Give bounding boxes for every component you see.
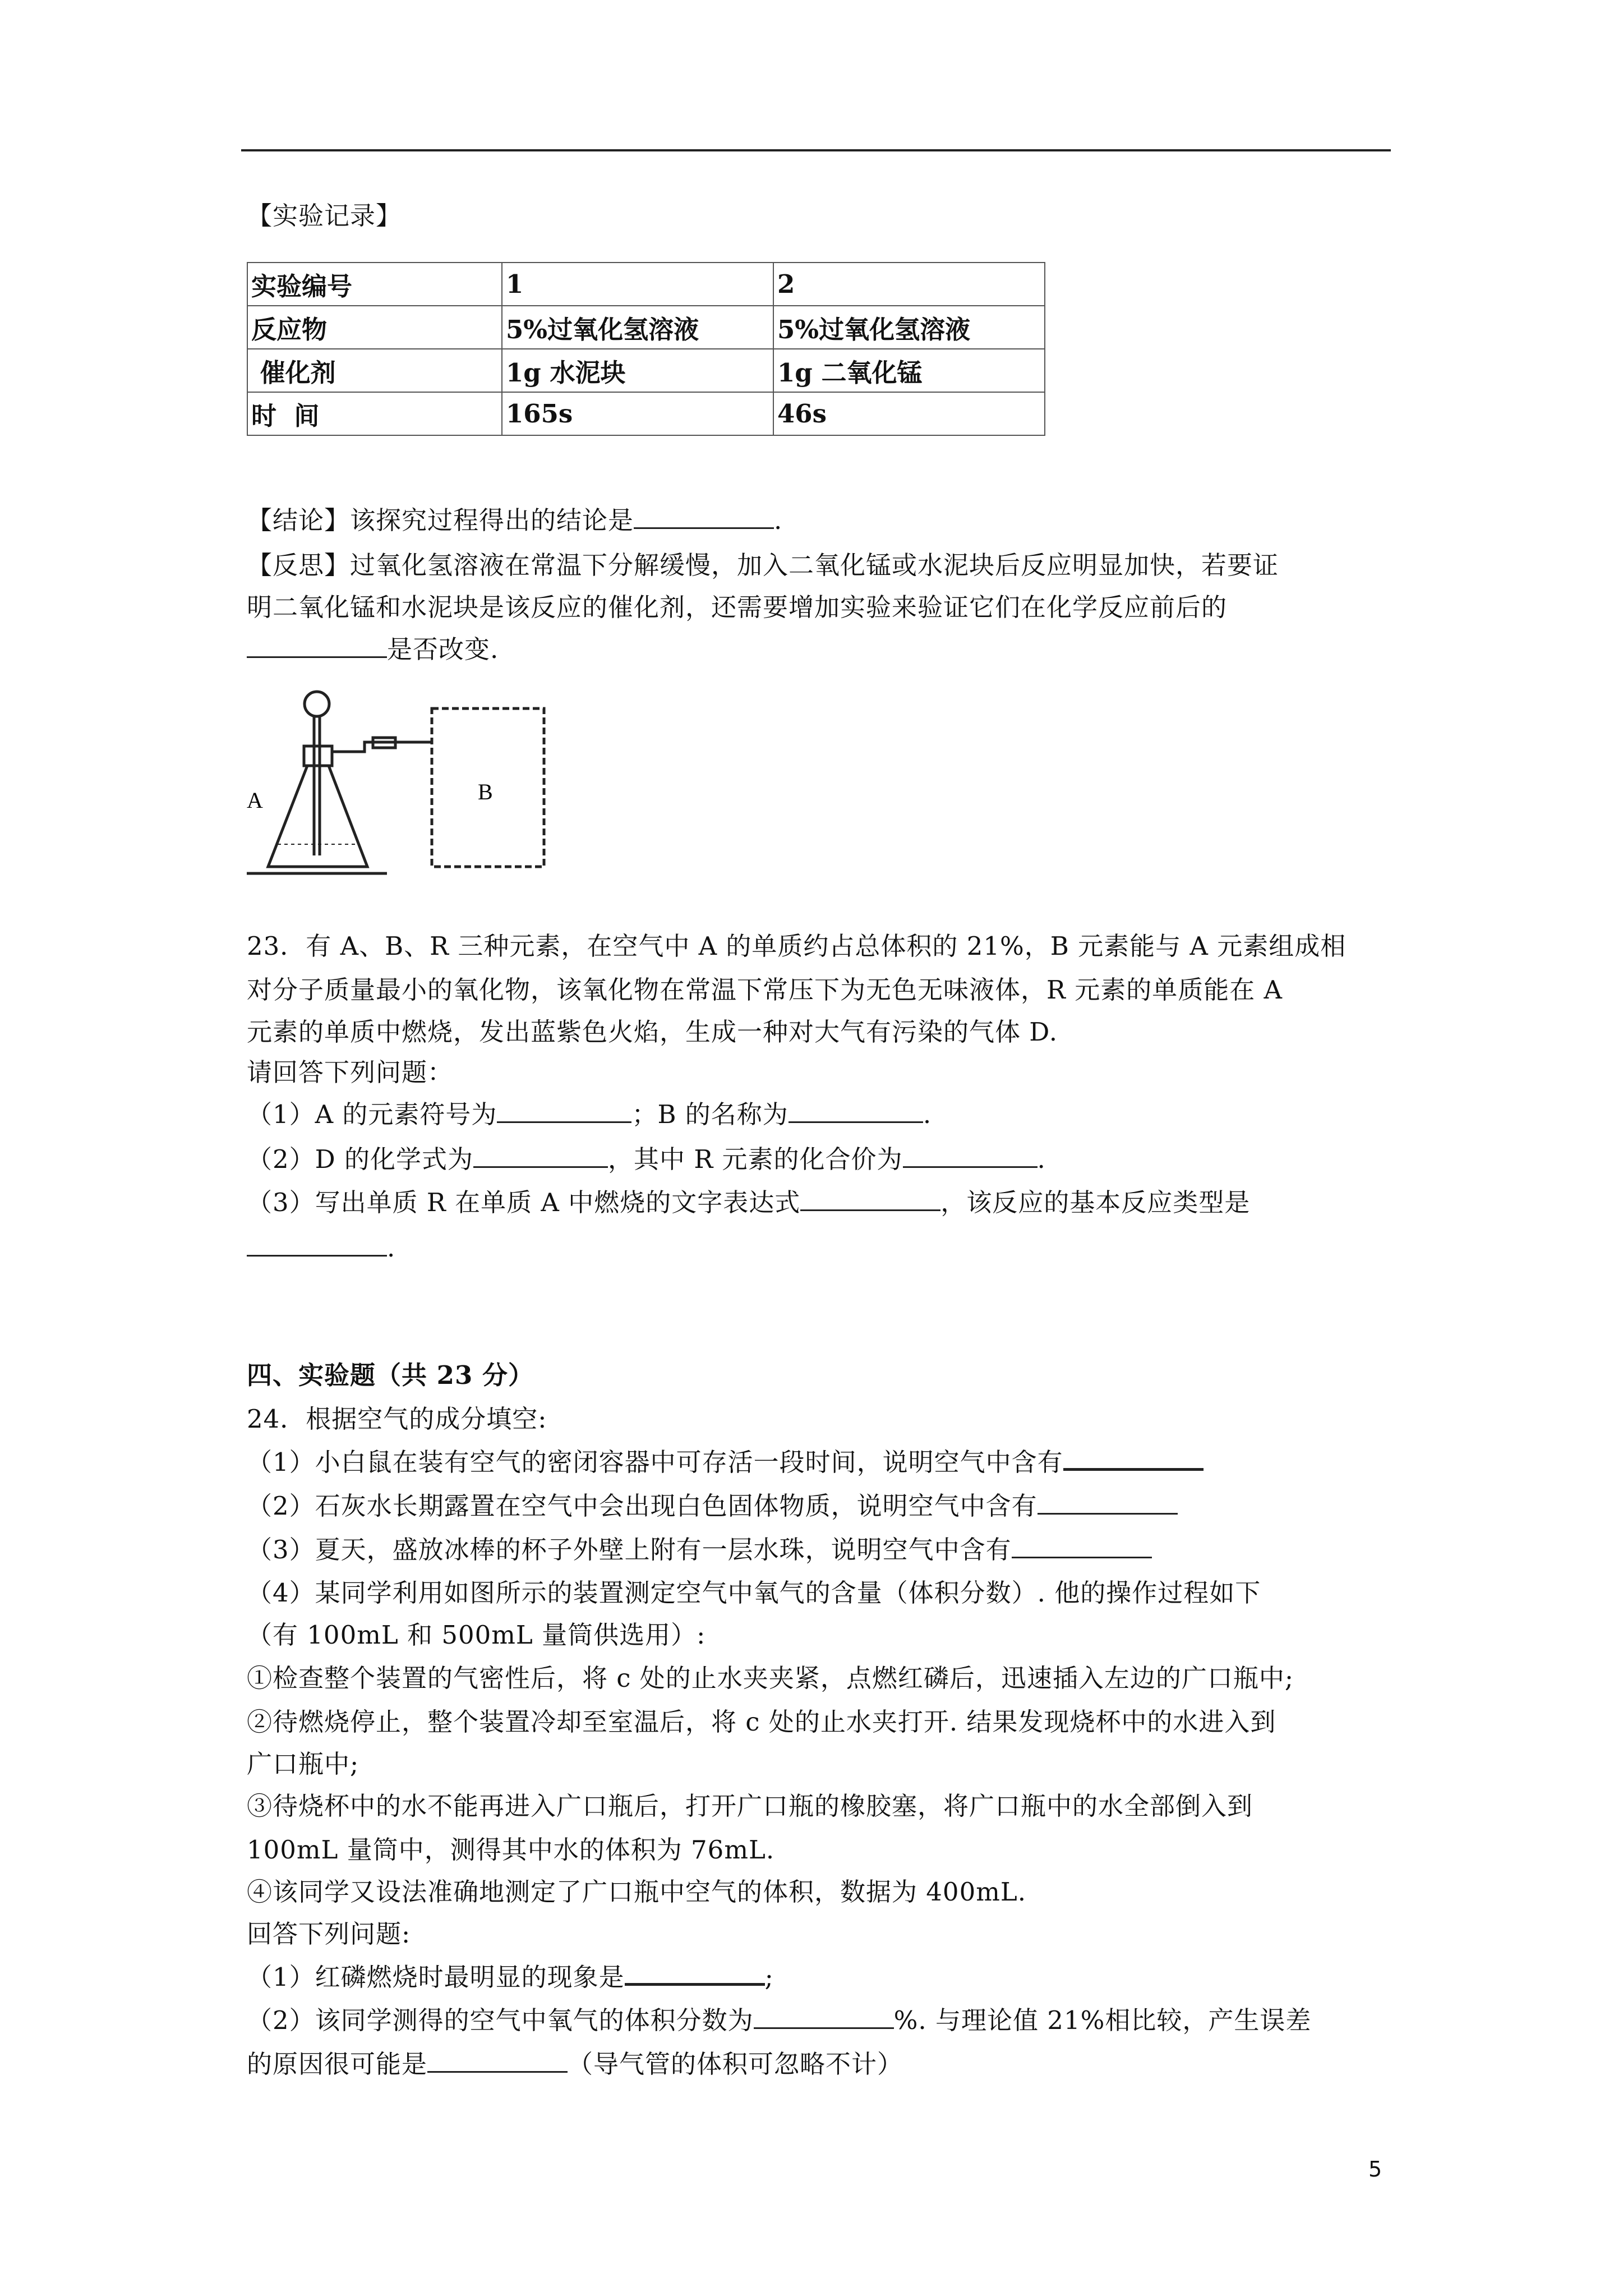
reflection-text: 是否改变. bbox=[387, 634, 499, 664]
punctuation: ; bbox=[764, 1962, 774, 1992]
table-cell: 实验编号 bbox=[247, 263, 502, 306]
table-row bbox=[247, 349, 1045, 392]
conclusion-tag: 【结论】 bbox=[247, 505, 351, 535]
question-text: （1）红磷燃烧时最明显的现象是 bbox=[247, 1962, 625, 1992]
page-number: 5 bbox=[1368, 2157, 1382, 2182]
conclusion-line bbox=[247, 504, 782, 537]
answer-blank[interactable] bbox=[754, 2005, 894, 2029]
q24-answer-2-cont bbox=[247, 2047, 903, 2081]
question-text: （2）该同学测得的空气中氧气的体积分数为 bbox=[247, 2005, 754, 2035]
experiment-record-table bbox=[247, 262, 1045, 436]
q23-line-3: 元素的单质中燃烧，发出蓝紫色火焰，生成一种对大气有污染的气体 D. bbox=[247, 1017, 1058, 1047]
answer-blank[interactable] bbox=[247, 1232, 387, 1257]
conclusion-text: 该探究过程得出的结论是 bbox=[350, 505, 634, 535]
apparatus-figure bbox=[247, 682, 561, 889]
q23-prompt: 请回答下列问题： bbox=[247, 1057, 454, 1087]
table-cell: 5%过氧化氢溶液 bbox=[502, 306, 773, 349]
table-cell: 5%过氧化氢溶液 bbox=[773, 306, 1045, 349]
question-text: ；B 的名称为 bbox=[631, 1099, 789, 1129]
punctuation: . bbox=[923, 1099, 932, 1129]
q23-part-3 bbox=[247, 1186, 1250, 1220]
question-text: ，其中 R 元素的化合价为 bbox=[608, 1144, 903, 1174]
q24-step-2b: 广口瓶中; bbox=[247, 1749, 359, 1779]
table-cell: 催化剂 bbox=[247, 349, 502, 392]
reflection-text: 过氧化氢溶液在常温下分解缓慢，加入二氧化锰或水泥块后反应明显加快，若要证 bbox=[350, 550, 1279, 580]
reflection-line-1 bbox=[247, 549, 1279, 582]
answer-blank[interactable] bbox=[1012, 1534, 1152, 1558]
table-cell: 1 bbox=[502, 263, 773, 306]
q23-line-2: 对分子质量最小的氧化物，该氧化物在常温下常压下为无色无味液体，R 元素的单质能在 A bbox=[247, 975, 1283, 1005]
q24-title: 24．根据空气的成分填空: bbox=[247, 1404, 547, 1434]
table-row bbox=[247, 306, 1045, 349]
table-row bbox=[247, 263, 1045, 306]
q24-answer-1 bbox=[247, 1961, 774, 1994]
answer-blank[interactable] bbox=[1038, 1490, 1178, 1515]
punctuation: . bbox=[387, 1233, 396, 1263]
q23-line-1: 23．有 A、B、R 三种元素，在空气中 A 的单质约占总体积的 21%，B 元素能与 A 元素组成相 bbox=[247, 931, 1347, 961]
label-a: A bbox=[247, 788, 263, 813]
q24-step-4: ④该同学又设法准确地测定了广口瓶中空气的体积，数据为 400mL. bbox=[247, 1877, 1027, 1907]
question-text: （3）写出单质 R 在单质 A 中燃烧的文字表达式 bbox=[247, 1188, 801, 1217]
question-text: （3）夏天，盛放冰棒的杯子外壁上附有一层水珠，说明空气中含有 bbox=[247, 1535, 1012, 1565]
table-cell: 1g 二氧化锰 bbox=[773, 349, 1045, 392]
question-text: （1）小白鼠在装有空气的密闭容器中可存活一段时间，说明空气中含有 bbox=[247, 1447, 1063, 1477]
q24-part-3 bbox=[247, 1533, 1152, 1567]
q24-answer-2 bbox=[247, 2004, 1311, 2037]
header-rule bbox=[241, 149, 1391, 151]
answer-blank[interactable] bbox=[789, 1099, 923, 1123]
label-b: B bbox=[478, 779, 493, 804]
answer-blank[interactable] bbox=[634, 505, 774, 529]
q24-part-4a: （4）某同学利用如图所示的装置测定空气中氧气的含量（体积分数）. 他的操作过程如下 bbox=[247, 1578, 1261, 1608]
question-text: 的原因很可能是 bbox=[247, 2049, 428, 2079]
q23-part-1 bbox=[247, 1098, 932, 1131]
q24-step-2a: ②待燃烧停止，整个装置冷却至室温后，将 c 处的止水夹打开. 结果发现烧杯中的水进入到 bbox=[247, 1707, 1276, 1737]
question-text: ，该反应的基本反应类型是 bbox=[940, 1188, 1251, 1217]
table-cell: 1g 水泥块 bbox=[502, 349, 773, 392]
punctuation: . bbox=[774, 505, 783, 535]
table-cell: 时 间 bbox=[247, 392, 502, 435]
table-cell: 2 bbox=[773, 263, 1045, 306]
question-text: （2）D 的化学式为 bbox=[247, 1144, 474, 1174]
question-text: %. 与理论值 21%相比较，产生误差 bbox=[893, 2005, 1312, 2035]
answer-blank[interactable] bbox=[427, 2049, 568, 2073]
table-cell: 46s bbox=[773, 392, 1045, 435]
answer-blank[interactable] bbox=[473, 1144, 608, 1168]
q24-part-1 bbox=[247, 1446, 1204, 1479]
reflection-line-2: 明二氧化锰和水泥块是该反应的催化剂，还需要增加实验来验证它们在化学反应前后的 bbox=[247, 592, 1228, 622]
table-cell: 反应物 bbox=[247, 306, 502, 349]
answer-blank[interactable] bbox=[800, 1187, 940, 1211]
q24-step-3a: ③待烧杯中的水不能再进入广口瓶后，打开广口瓶的橡胶塞，将广口瓶中的水全部倒入到 bbox=[247, 1791, 1253, 1821]
q24-part-4b: （有 100mL 和 500mL 量筒供选用）: bbox=[247, 1620, 706, 1650]
section-4-heading: 四、实验题（共 23 分） bbox=[247, 1360, 534, 1390]
q23-part-2 bbox=[247, 1143, 1046, 1176]
q24-part-2 bbox=[247, 1489, 1178, 1523]
question-text: （1）A 的元素符号为 bbox=[247, 1099, 497, 1129]
punctuation: . bbox=[1037, 1144, 1046, 1174]
table-cell: 165s bbox=[502, 392, 773, 435]
q23-part-3-cont bbox=[247, 1231, 395, 1265]
answer-blank[interactable] bbox=[903, 1144, 1038, 1168]
section-record-heading: 【实验记录】 bbox=[247, 201, 402, 231]
answer-blank[interactable] bbox=[247, 634, 387, 658]
reflection-tag: 【反思】 bbox=[247, 550, 351, 580]
q24-step-1: ①检查整个装置的气密性后，将 c 处的止水夹夹紧，点燃红磷后，迅速插入左边的广口瓶中; bbox=[247, 1663, 1294, 1693]
q24-answer-prompt: 回答下列问题: bbox=[247, 1919, 411, 1949]
answer-blank[interactable] bbox=[1063, 1446, 1204, 1471]
table-row bbox=[247, 392, 1045, 435]
answer-blank[interactable] bbox=[497, 1099, 631, 1123]
reflection-line-3 bbox=[247, 633, 499, 666]
answer-blank[interactable] bbox=[625, 1961, 765, 1986]
q24-step-3b: 100mL 量筒中，测得其中水的体积为 76mL. bbox=[247, 1835, 775, 1865]
question-text: （导气管的体积可忽略不计） bbox=[568, 2049, 903, 2079]
question-text: （2）石灰水长期露置在空气中会出现白色固体物质，说明空气中含有 bbox=[247, 1491, 1038, 1521]
